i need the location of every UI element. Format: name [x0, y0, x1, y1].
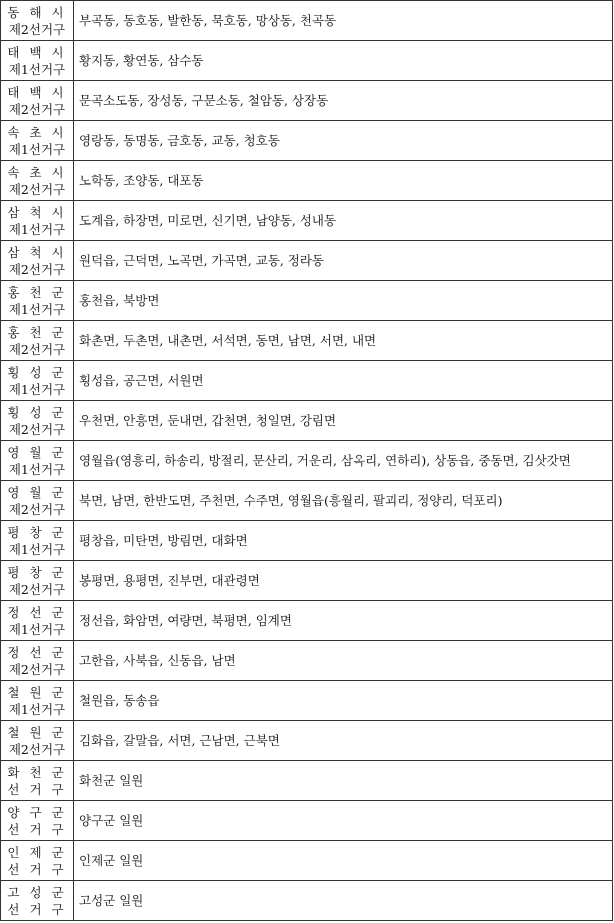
table-row [1, 721, 613, 761]
district-name: 인 제 군 [7, 844, 67, 860]
district-name: 철 원 군 [7, 724, 67, 740]
district-name-cell [1, 241, 74, 281]
district-number: 제1선거구 [8, 61, 66, 77]
district-name-cell [1, 121, 74, 161]
table-row [1, 681, 613, 721]
district-name-cell [1, 401, 74, 441]
district-areas: 문곡소도동, 장성동, 구문소동, 철암동, 상장동 [74, 81, 613, 121]
district-number: 선 거 구 [7, 901, 67, 917]
district-areas: 인제군 일원 [74, 841, 613, 881]
district-name: 평 창 군 [7, 524, 67, 540]
table-row [1, 441, 613, 481]
district-name: 횡 성 군 [7, 364, 67, 380]
district-number: 제2선거구 [8, 261, 66, 277]
district-areas: 화천군 일원 [74, 761, 613, 801]
district-name: 영 월 군 [7, 444, 67, 460]
district-areas: 봉평면, 용평면, 진부면, 대관령면 [74, 561, 613, 601]
district-name-cell [1, 721, 74, 761]
district-name-cell [1, 481, 74, 521]
district-name-cell [1, 521, 74, 561]
district-name: 삼 척 시 [7, 244, 67, 260]
district-name: 동 해 시 [7, 4, 67, 20]
district-areas: 평창읍, 미탄면, 방림면, 대화면 [74, 521, 613, 561]
district-number: 선 거 구 [7, 821, 67, 837]
district-name-cell [1, 361, 74, 401]
table-row [1, 561, 613, 601]
table-row [1, 41, 613, 81]
district-name-cell [1, 281, 74, 321]
district-areas: 철원읍, 동송읍 [74, 681, 613, 721]
district-name: 태 백 시 [7, 44, 67, 60]
table-row [1, 881, 613, 921]
district-name: 태 백 시 [7, 84, 67, 100]
district-areas: 황지동, 황연동, 삼수동 [74, 41, 613, 81]
district-name: 홍 천 군 [7, 324, 67, 340]
district-name: 영 월 군 [7, 484, 67, 500]
district-number: 제1선거구 [8, 541, 66, 557]
district-name-cell [1, 81, 74, 121]
district-number: 제1선거구 [8, 461, 66, 477]
table-row [1, 841, 613, 881]
district-areas: 부곡동, 동호동, 발한동, 묵호동, 망상동, 천곡동 [74, 1, 613, 41]
district-number: 선 거 구 [7, 781, 67, 797]
district-name-cell [1, 881, 74, 921]
district-name-cell [1, 201, 74, 241]
district-areas: 양구군 일원 [74, 801, 613, 841]
table-row [1, 641, 613, 681]
district-areas: 정선읍, 화암면, 여량면, 북평면, 임계면 [74, 601, 613, 641]
district-name-cell [1, 841, 74, 881]
district-number: 제2선거구 [8, 341, 66, 357]
district-name: 속 초 시 [7, 124, 67, 140]
district-number: 제1선거구 [8, 621, 66, 637]
district-name-cell [1, 1, 74, 41]
district-name: 홍 천 군 [7, 284, 67, 300]
district-name: 고 성 군 [7, 884, 67, 900]
table-row [1, 201, 613, 241]
district-areas: 고한읍, 사북읍, 신동읍, 남면 [74, 641, 613, 681]
district-areas: 홍천읍, 북방면 [74, 281, 613, 321]
district-name: 횡 성 군 [7, 404, 67, 420]
district-number: 제1선거구 [8, 381, 66, 397]
district-areas: 횡성읍, 공근면, 서원면 [74, 361, 613, 401]
district-name-cell [1, 641, 74, 681]
district-name: 삼 척 시 [7, 204, 67, 220]
district-name-cell [1, 441, 74, 481]
district-number: 제1선거구 [8, 701, 66, 717]
district-name-cell [1, 761, 74, 801]
district-name: 속 초 시 [7, 164, 67, 180]
district-name-cell [1, 681, 74, 721]
district-number: 선 거 구 [7, 861, 67, 877]
district-areas: 고성군 일원 [74, 881, 613, 921]
district-areas: 영월읍(영흥리, 하송리, 방절리, 문산리, 거운리, 삼옥리, 연하리), 상동읍, 중동면, 김삿갓면 [74, 441, 613, 481]
table-row [1, 281, 613, 321]
district-areas: 김화읍, 갈말읍, 서면, 근남면, 근북면 [74, 721, 613, 761]
table-row [1, 241, 613, 281]
table-row [1, 401, 613, 441]
district-name: 정 선 군 [7, 644, 67, 660]
table-row [1, 121, 613, 161]
district-number: 제2선거구 [8, 581, 66, 597]
district-name: 철 원 군 [7, 684, 67, 700]
district-name: 정 선 군 [7, 604, 67, 620]
district-number: 제2선거구 [8, 21, 66, 37]
district-number: 제2선거구 [8, 741, 66, 757]
district-name: 화 천 군 [7, 764, 67, 780]
district-number: 제2선거구 [8, 421, 66, 437]
district-name-cell [1, 321, 74, 361]
table-row [1, 481, 613, 521]
district-number: 제2선거구 [8, 101, 66, 117]
table-row [1, 1, 613, 41]
table-row [1, 601, 613, 641]
district-areas: 노학동, 조양동, 대포동 [74, 161, 613, 201]
district-name-cell [1, 801, 74, 841]
district-name-cell [1, 561, 74, 601]
table-row [1, 161, 613, 201]
district-number: 제1선거구 [8, 301, 66, 317]
district-areas: 도계읍, 하장면, 미로면, 신기면, 남양동, 성내동 [74, 201, 613, 241]
table-row [1, 321, 613, 361]
district-areas: 화촌면, 두촌면, 내촌면, 서석면, 동면, 남면, 서면, 내면 [74, 321, 613, 361]
district-number: 제1선거구 [8, 141, 66, 157]
district-name: 평 창 군 [7, 564, 67, 580]
district-areas: 영랑동, 동명동, 금호동, 교동, 청호동 [74, 121, 613, 161]
district-areas: 우천면, 안흥면, 둔내면, 갑천면, 청일면, 강림면 [74, 401, 613, 441]
table-row [1, 81, 613, 121]
district-number: 제2선거구 [8, 181, 66, 197]
district-areas: 원덕읍, 근덕면, 노곡면, 가곡면, 교동, 정라동 [74, 241, 613, 281]
district-name-cell [1, 161, 74, 201]
table-row [1, 361, 613, 401]
district-number: 제2선거구 [8, 661, 66, 677]
table-row [1, 801, 613, 841]
district-areas: 북면, 남면, 한반도면, 주천면, 수주면, 영월읍(흥월리, 팔괴리, 정양리, 덕포리) [74, 481, 613, 521]
district-number: 제2선거구 [8, 501, 66, 517]
district-number: 제1선거구 [8, 221, 66, 237]
district-name-cell [1, 41, 74, 81]
table-row [1, 761, 613, 801]
district-name-cell [1, 601, 74, 641]
table-row [1, 521, 613, 561]
district-name: 양 구 군 [7, 804, 67, 820]
